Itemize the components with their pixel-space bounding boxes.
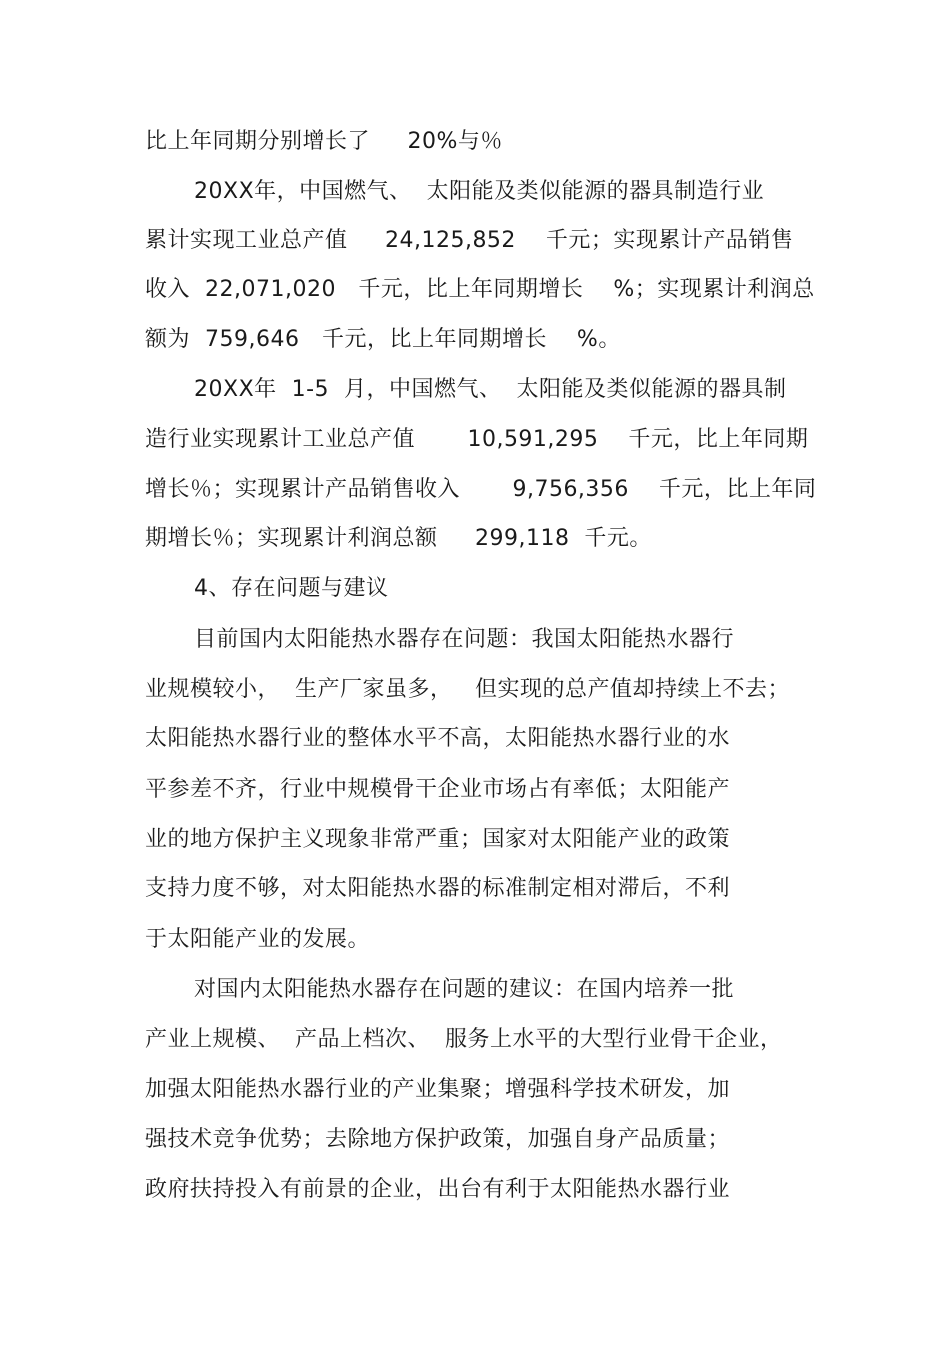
text-line: 支持力度不够，对太阳能热水器的标准制定相对滞后，不利: [145, 876, 731, 901]
text-line: 20XX年，中国燃气、 太阳能及类似能源的器具制造行业: [194, 179, 765, 204]
text-line: 太阳能热水器行业的整体水平不高，太阳能热水器行业的水: [145, 726, 731, 751]
text-line: 对国内太阳能热水器存在问题的建议：在国内培养一批: [194, 977, 735, 1002]
section-heading: 4、存在问题与建议: [194, 576, 389, 601]
text-line: 强技术竞争优势；去除地方保护政策，加强自身产品质量；: [145, 1127, 731, 1152]
text-line: 政府扶持投入有前景的企业，出台有利于太阳能热水器行业: [145, 1177, 731, 1202]
text-line: 累计实现工业总产值 24,125,852 千元；实现累计产品销售: [145, 228, 794, 253]
text-line: 业规模较小， 生产厂家虽多， 但实现的总产值却持续上不去；: [145, 677, 790, 702]
text-line: 期增长％；实现累计利润总额 299,118 千元。: [145, 526, 652, 551]
text-line: 造行业实现累计工业总产值 10,591,295 千元，比上年同期: [145, 427, 809, 452]
text-line: 20XX年 1-5 月，中国燃气、 太阳能及类似能源的器具制: [194, 377, 787, 402]
text-line: 收入 22,071,020 千元，比上年同期增长 %；实现累计利润总: [145, 277, 815, 302]
text-line: 加强太阳能热水器行业的产业集聚；增强科学技术研发，加: [145, 1077, 731, 1102]
text-line: 于太阳能产业的发展。: [145, 927, 371, 952]
text-line: 比上年同期分别增长了 20%与％: [145, 129, 503, 154]
text-line: 增长％；实现累计产品销售收入 9,756,356 千元，比上年同: [145, 477, 817, 502]
text-line: 目前国内太阳能热水器存在问题：我国太阳能热水器行: [194, 627, 735, 652]
text-line: 业的地方保护主义现象非常严重；国家对太阳能产业的政策: [145, 827, 731, 852]
text-line: 产业上规模、 产品上档次、 服务上水平的大型行业骨干企业，: [145, 1027, 783, 1052]
text-line: 平参差不齐，行业中规模骨干企业市场占有率低；太阳能产: [145, 777, 731, 802]
text-line: 额为 759,646 千元，比上年同期增长 %。: [145, 327, 621, 352]
